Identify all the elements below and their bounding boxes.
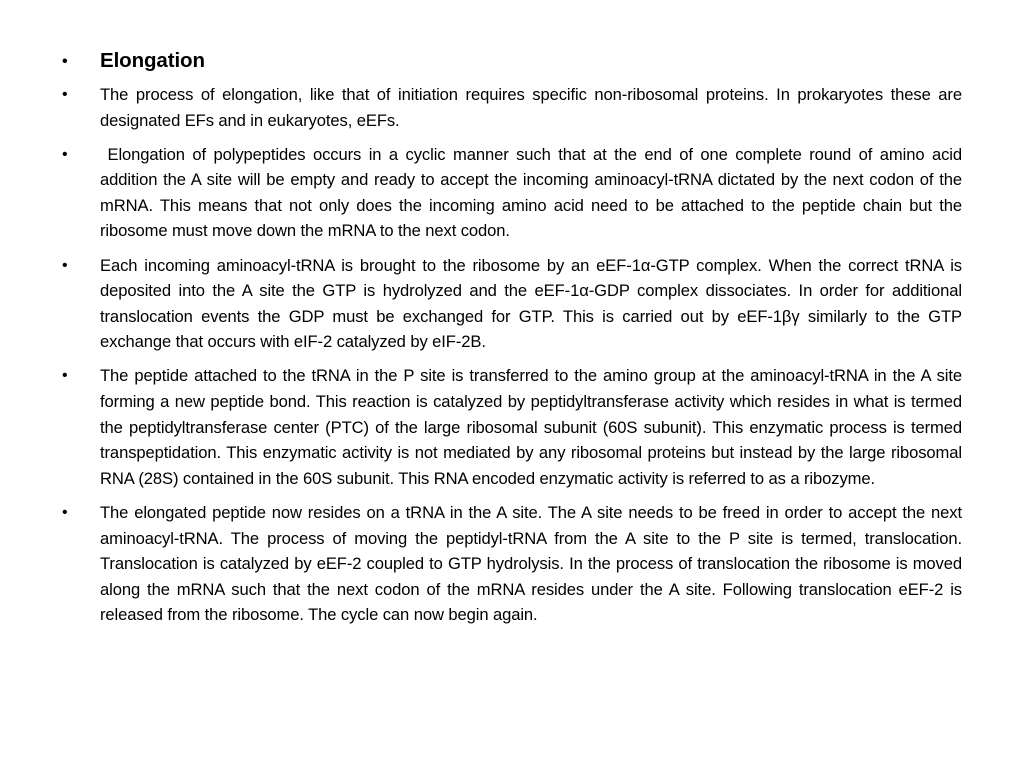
heading-bullet <box>62 44 962 78</box>
bullet-icon: • <box>62 145 68 163</box>
paragraph-bullet-3 <box>62 253 962 355</box>
bullet-icon: • <box>62 86 68 103</box>
paragraph-text: Each incoming aminoacyl-tRNA is brought to the ribosome by an eEF-1α-GTP complex. When the correct tRNA is deposited into the A site the GTP is hydrolyzed and the eEF-1α-GDP complex dissociates. In order for additional translocation events the GDP must be exchanged for GTP. This is carried out by eEF-1βγ similarly to the GTP exchange that occurs with eIF-2 catalyzed by eIF-2B. <box>100 255 962 352</box>
paragraph-bullet-4 <box>62 363 962 491</box>
paragraph-bullet-1 <box>62 82 962 133</box>
paragraph-text: Elongation of polypeptides occurs in a cyclic manner such that at the end of one complete round of amino acid addition the A site will be empty and ready to accept the incoming aminoacyl-tRNA dictated by the next codon of the mRNA. This means that not only does the incoming amino acid need to be attached to the peptide chain but the ribosome must move down the mRNA to the next codon. <box>100 144 967 241</box>
bullet-icon: • <box>62 256 68 274</box>
bullet-icon: • <box>62 503 68 521</box>
bullet-icon: • <box>62 53 68 70</box>
bullet-icon: • <box>62 367 68 385</box>
paragraph-bullet-5 <box>62 500 962 628</box>
paragraph-bullet-2 <box>62 142 967 244</box>
paragraph-text: The elongated peptide now resides on a tRNA in the A site. The A site needs to be freed in order to accept the next aminoacyl-tRNA. The process of moving the peptidyl-tRNA from the A site to the P site is termed, translocation. Translocation is catalyzed by eEF-2 coupled to GTP hydrolysis. In the process of translocation the ribosome is moved along the mRNA such that the next codon of the mRNA resides under the A site. Following translocation eEF-2 is released from the ribosome. The cycle can now begin again. <box>100 502 962 625</box>
paragraph-text: The peptide attached to the tRNA in the P site is transferred to the amino group at the aminoacyl-tRNA in the A site forming a new peptide bond. This reaction is catalyzed by peptidyltransferase activity which resides in what is termed the peptidyltransferase center (PTC) of the large ribosomal subunit (60S subunit). This enzymatic process is termed transpeptidation. This enzymatic activity is not mediated by any ribosomal proteins but instead by the large ribosomal RNA (28S) contained in the 60S subunit. This RNA encoded enzymatic activity is referred to as a ribozyme. <box>100 366 962 488</box>
slide-heading: Elongation <box>100 49 205 72</box>
bullet-list <box>62 44 967 636</box>
paragraph-text: The process of elongation, like that of initiation requires specific non-ribosomal proteins. In prokaryotes these are designated EFs and in eukaryotes, eEFs. <box>100 85 962 130</box>
